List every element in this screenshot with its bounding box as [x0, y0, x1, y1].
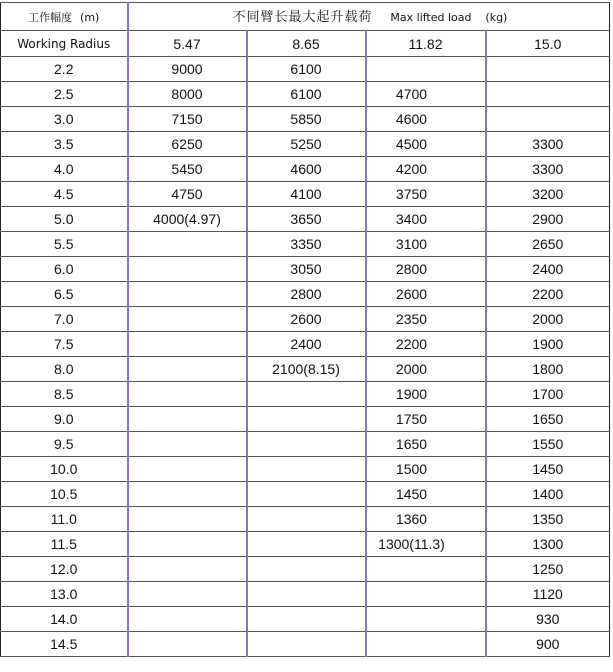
load-cell: [486, 632, 610, 657]
radius-value: 3.5: [1, 132, 128, 157]
load-value: 900: [536, 636, 560, 652]
load-cell: [247, 132, 366, 157]
table-row: [1, 482, 610, 507]
load-cell: [247, 382, 366, 407]
load-value: 1800: [532, 361, 564, 377]
load-value: 7150: [171, 111, 203, 127]
load-value: 4600: [290, 161, 322, 177]
load-value: 2400: [290, 336, 322, 352]
load-value: 4600: [395, 111, 428, 127]
load-cell: [128, 57, 247, 82]
load-cell: [128, 632, 247, 657]
radius-value: 2.5: [1, 82, 128, 107]
load-cell: [486, 557, 610, 582]
load-value: 1400: [532, 486, 564, 502]
boom-length-3: 11.82: [366, 31, 486, 57]
table-row: [1, 107, 610, 132]
load-value: 1750: [395, 411, 428, 427]
load-cell: [366, 132, 486, 157]
load-cell: [128, 582, 247, 607]
load-cell: [247, 607, 366, 632]
radius-value: 14.0: [1, 607, 128, 632]
table-row: [1, 382, 610, 407]
load-cell: [366, 632, 486, 657]
load-value: 3650: [290, 211, 322, 227]
load-value: 5250: [290, 136, 322, 152]
load-cell: [486, 357, 610, 382]
load-cell: [128, 432, 247, 457]
table-row: [1, 432, 610, 457]
radius-value: 10.0: [1, 457, 128, 482]
load-cell: [366, 532, 486, 557]
radius-value: 2.2: [1, 57, 128, 82]
load-value: 1300(11.3): [378, 536, 445, 552]
load-value: 1350: [532, 511, 564, 527]
load-value: 2000: [532, 311, 564, 327]
load-value: 2400: [532, 261, 564, 277]
load-cell: [128, 532, 247, 557]
table-row: [1, 257, 610, 282]
load-cell: [128, 107, 247, 132]
load-value: 9000: [171, 61, 203, 77]
table-row: [1, 557, 610, 582]
table-row: [1, 357, 610, 382]
load-value: 3400: [395, 211, 428, 227]
load-value: 3750: [395, 186, 428, 202]
load-value: 1900: [532, 336, 564, 352]
load-cell: [128, 382, 247, 407]
load-cell: [247, 407, 366, 432]
load-cell: [366, 107, 486, 132]
radius-value: 14.5: [1, 632, 128, 657]
radius-value: 7.5: [1, 332, 128, 357]
load-cell: [128, 557, 247, 582]
load-value: 3050: [290, 261, 322, 277]
load-value: 2600: [290, 311, 322, 327]
load-cell: [486, 82, 610, 107]
load-value: 2000: [395, 361, 428, 377]
load-cell: [128, 507, 247, 532]
load-value: 3300: [532, 161, 564, 177]
load-cell: [247, 482, 366, 507]
working-radius-label: Working Radius: [1, 31, 128, 57]
load-value: 4700: [395, 86, 428, 102]
load-cell: [128, 82, 247, 107]
load-cell: [247, 632, 366, 657]
load-cell: [247, 82, 366, 107]
load-value: 4750: [171, 186, 203, 202]
radius-value: 10.5: [1, 482, 128, 507]
load-cell: [366, 332, 486, 357]
radius-value: 7.0: [1, 307, 128, 332]
load-cell: [247, 357, 366, 382]
load-cell: [366, 482, 486, 507]
load-value: 1450: [395, 486, 428, 502]
load-cell: [486, 307, 610, 332]
load-value: 1650: [532, 411, 564, 427]
load-value: 2100(8.15): [272, 361, 340, 377]
radius-value: 5.5: [1, 232, 128, 257]
radius-header-cell: [1, 3, 128, 31]
table-row: [1, 182, 610, 207]
load-cell: [486, 482, 610, 507]
radius-value: 11.0: [1, 507, 128, 532]
radius-value: 5.0: [1, 207, 128, 232]
load-cell: [247, 107, 366, 132]
max-load-unit: (kg): [485, 10, 508, 24]
load-cell: [366, 157, 486, 182]
load-cell: [486, 457, 610, 482]
radius-value: 4.0: [1, 157, 128, 182]
radius-value: 8.0: [1, 357, 128, 382]
load-cell: [128, 407, 247, 432]
radius-value: 11.5: [1, 532, 128, 557]
load-cell: [247, 182, 366, 207]
load-value: 6100: [290, 86, 322, 102]
table-row: [1, 632, 610, 657]
load-cell: [247, 532, 366, 557]
radius-value: 9.0: [1, 407, 128, 432]
load-cell: [366, 357, 486, 382]
load-cell: [128, 257, 247, 282]
load-cell: [366, 557, 486, 582]
radius-label: 工作幅度: [28, 10, 73, 24]
load-cell: [128, 607, 247, 632]
load-cell: [247, 507, 366, 532]
table-row: [1, 82, 610, 107]
load-cell: [486, 182, 610, 207]
load-cell: [366, 57, 486, 82]
load-cell: [366, 457, 486, 482]
max-load-label-en: Max lifted load: [390, 10, 472, 24]
load-cell: [247, 307, 366, 332]
load-chart-table: [0, 2, 610, 657]
table-row: [1, 407, 610, 432]
load-value: 2350: [395, 311, 428, 327]
table-row: [1, 207, 610, 232]
radius-unit: (m): [80, 10, 100, 24]
load-cell: [486, 432, 610, 457]
load-value: 1120: [532, 586, 563, 602]
table-row: [1, 582, 610, 607]
load-cell: [247, 332, 366, 357]
load-cell: [247, 557, 366, 582]
load-cell: [366, 282, 486, 307]
table-row: [1, 332, 610, 357]
table-row: [1, 282, 610, 307]
load-cell: [486, 232, 610, 257]
radius-value: 6.0: [1, 257, 128, 282]
load-value: 6250: [171, 136, 203, 152]
load-cell: [486, 157, 610, 182]
load-cell: [486, 382, 610, 407]
load-cell: [486, 282, 610, 307]
load-cell: [486, 107, 610, 132]
load-value: 1650: [395, 436, 428, 452]
load-value: 2200: [532, 286, 564, 302]
load-value: 3300: [532, 136, 564, 152]
load-value: 1450: [532, 461, 564, 477]
load-value: 4500: [395, 136, 428, 152]
max-load-label-cn: 不同臂长最大起升载荷: [232, 9, 373, 25]
load-value: 5850: [290, 111, 322, 127]
load-cell: [128, 232, 247, 257]
table-row: [1, 457, 610, 482]
load-cell: [486, 57, 610, 82]
boom-length-1: 5.47: [128, 31, 247, 57]
load-value: 3200: [532, 186, 564, 202]
load-cell: [486, 532, 610, 557]
load-cell: [128, 207, 247, 232]
load-value: 1900: [395, 386, 428, 402]
load-cell: [128, 457, 247, 482]
load-value: 1300: [532, 536, 564, 552]
load-value: 8000: [171, 86, 203, 102]
load-value: 930: [536, 611, 560, 627]
load-cell: [486, 332, 610, 357]
table-row: [1, 507, 610, 532]
radius-value: 3.0: [1, 107, 128, 132]
load-cell: [366, 382, 486, 407]
table-row: [1, 607, 610, 632]
load-cell: [366, 507, 486, 532]
radius-value: 4.5: [1, 182, 128, 207]
header-row: [1, 3, 610, 31]
radius-value: 9.5: [1, 432, 128, 457]
table-row: [1, 232, 610, 257]
load-cell: [128, 157, 247, 182]
boom-length-row: [1, 31, 610, 57]
load-cell: [366, 407, 486, 432]
load-cell: [366, 207, 486, 232]
radius-value: 12.0: [1, 557, 128, 582]
load-cell: [247, 57, 366, 82]
load-value: 2800: [290, 286, 322, 302]
load-cell: [366, 82, 486, 107]
radius-value: 13.0: [1, 582, 128, 607]
max-load-header-cell: [128, 3, 610, 31]
load-cell: [486, 407, 610, 432]
load-cell: [486, 582, 610, 607]
load-cell: [128, 357, 247, 382]
table-row: [1, 532, 610, 557]
load-value: 1700: [532, 386, 564, 402]
load-value: 2600: [395, 286, 428, 302]
load-cell: [247, 282, 366, 307]
load-cell: [366, 582, 486, 607]
load-value: 5450: [171, 161, 203, 177]
load-value: 2650: [532, 236, 564, 252]
load-value: 2800: [395, 261, 428, 277]
load-value: 3100: [395, 236, 428, 252]
load-cell: [128, 332, 247, 357]
load-value: 6100: [290, 61, 322, 77]
table-row: [1, 132, 610, 157]
load-cell: [366, 257, 486, 282]
load-value: 1360: [395, 511, 428, 527]
radius-value: 8.5: [1, 382, 128, 407]
load-cell: [128, 282, 247, 307]
load-cell: [486, 507, 610, 532]
load-value: 3350: [290, 236, 322, 252]
load-cell: [128, 182, 247, 207]
table-row: [1, 307, 610, 332]
load-value: 2900: [532, 211, 564, 227]
load-value: 4200: [395, 161, 428, 177]
load-cell: [486, 132, 610, 157]
load-value: 1550: [532, 436, 564, 452]
load-cell: [247, 157, 366, 182]
load-cell: [247, 232, 366, 257]
load-cell: [247, 432, 366, 457]
load-cell: [247, 207, 366, 232]
load-cell: [486, 607, 610, 632]
radius-value: 6.5: [1, 282, 128, 307]
load-value: 4000(4.97): [153, 211, 221, 227]
load-value: 4100: [290, 186, 322, 202]
load-cell: [128, 307, 247, 332]
load-cell: [247, 457, 366, 482]
table-row: [1, 157, 610, 182]
load-cell: [128, 482, 247, 507]
load-cell: [366, 182, 486, 207]
load-cell: [366, 232, 486, 257]
load-cell: [366, 607, 486, 632]
load-cell: [247, 257, 366, 282]
boom-length-2: 8.65: [247, 31, 366, 57]
load-cell: [128, 132, 247, 157]
table-row: [1, 57, 610, 82]
boom-length-4: 15.0: [486, 31, 610, 57]
load-value: 1250: [532, 561, 564, 577]
load-cell: [486, 207, 610, 232]
load-cell: [247, 582, 366, 607]
load-cell: [486, 257, 610, 282]
load-value: 2200: [395, 336, 428, 352]
load-cell: [366, 307, 486, 332]
load-cell: [366, 432, 486, 457]
load-chart-table-wrapper: [0, 2, 611, 668]
load-value: 1500: [395, 461, 428, 477]
